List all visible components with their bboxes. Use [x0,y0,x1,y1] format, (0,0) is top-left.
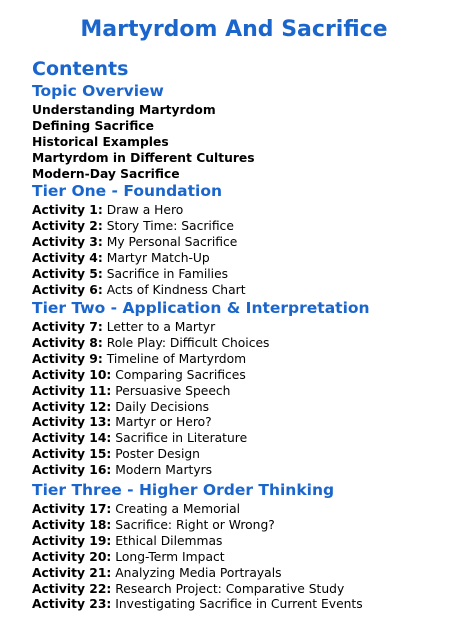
activity-item [32,203,462,219]
activity-title: Comparing Sacrifices [115,367,246,382]
activity-number: Activity 8: [32,335,103,350]
activity-number: Activity 14: [32,431,112,446]
activity-title: Timeline of Martyrdom [106,351,247,366]
activity-item [32,582,462,598]
activity-number: Activity 5: [32,266,103,281]
activity-item [32,502,462,518]
activity-title: Poster Design [115,447,200,462]
section-tier-one [32,181,462,298]
overview-item: Modern-Day Sacrifice [32,166,180,181]
activity-item [32,597,462,613]
activity-item [32,518,462,534]
activity-number: Activity 3: [32,234,103,249]
activity-number: Activity 21: [32,565,112,580]
activity-title: Martyr Match-Up [106,250,210,265]
activity-title: Persuasive Speech [115,383,231,398]
activity-item [32,415,462,431]
activity-number: Activity 22: [32,581,112,596]
overview-item: Historical Examples [32,134,169,149]
document-title: Martyrdom And Sacrifice [80,17,388,42]
activity-item [32,566,462,582]
activity-title: Investigating Sacrifice in Current Events [115,597,363,612]
activity-title: Story Time: Sacrifice [106,218,234,233]
activity-number: Activity 4: [32,250,103,265]
activity-title: Ethical Dilemmas [115,533,223,548]
activity-title: Letter to a Martyr [106,320,216,334]
activity-item [32,431,462,447]
activity-title: Draw a Hero [106,203,184,217]
activity-item [32,352,462,368]
section-heading: Tier One - Foundation [32,182,223,200]
activity-item [32,368,462,384]
activity-title: Daily Decisions [115,399,210,414]
activity-number: Activity 10: [32,367,112,382]
activity-number: Activity 6: [32,282,103,297]
activity-number: Activity 17: [32,502,112,516]
activity-item [32,267,462,283]
section-heading: Tier Two - Application & Interpretation [32,299,370,317]
activity-item [32,235,462,251]
activity-item [32,463,462,479]
section-tier-two [32,298,462,479]
activity-number: Activity 15: [32,447,112,462]
contents-heading: Contents [32,58,129,80]
activity-title: Sacrifice in Families [106,266,229,281]
activity-title: Role Play: Difficult Choices [106,335,270,350]
overview-item: Martyrdom in Different Cultures [32,150,255,165]
activity-title: Research Project: Comparative Study [115,581,345,596]
activity-item [32,320,462,336]
activity-number: Activity 7: [32,320,103,334]
overview-item: Defining Sacrifice [32,118,154,133]
activity-number: Activity 9: [32,351,103,366]
activity-number: Activity 16: [32,463,112,478]
activity-title: Modern Martyrs [115,463,213,478]
activity-number: Activity 23: [32,597,112,612]
activity-number: Activity 18: [32,517,112,532]
activity-title: Martyr or Hero? [115,415,212,430]
activity-item [32,336,462,352]
activity-number: Activity 1: [32,203,103,217]
section-tier-three [32,480,462,613]
activity-title: Sacrifice: Right or Wrong? [115,517,275,532]
section-heading: Tier Three - Higher Order Thinking [32,481,335,499]
activity-number: Activity 13: [32,415,112,430]
activity-number: Activity 2: [32,218,103,233]
activity-title: Acts of Kindness Chart [106,282,246,297]
activity-item [32,447,462,463]
activity-item [32,384,462,400]
activity-item [32,251,462,267]
activity-title: Sacrifice in Literature [115,431,248,446]
activity-number: Activity 11: [32,383,112,398]
section-heading: Topic Overview [32,82,164,100]
activity-item [32,550,462,566]
activity-title: Long-Term Impact [115,549,225,564]
section-topic-overview [32,81,462,183]
activity-item [32,400,462,416]
activity-title: My Personal Sacrifice [106,234,238,249]
activity-number: Activity 20: [32,549,112,564]
activity-item [32,283,462,299]
overview-item: Understanding Martyrdom [32,103,216,117]
activity-number: Activity 12: [32,399,112,414]
activity-item [32,534,462,550]
activity-title: Analyzing Media Portrayals [115,565,282,580]
activity-item [32,219,462,235]
activity-number: Activity 19: [32,533,112,548]
activity-title: Creating a Memorial [115,502,241,516]
